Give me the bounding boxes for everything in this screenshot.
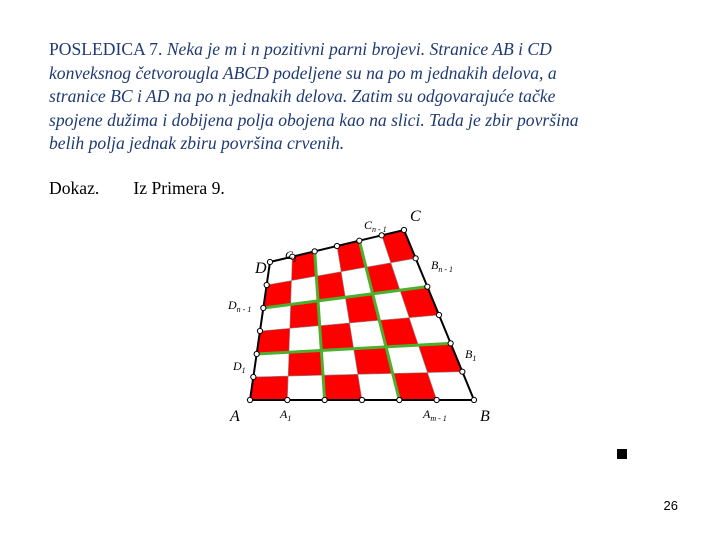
division-point bbox=[460, 369, 465, 374]
statement-line-3: stranice BC i AD na po n jednakih delova. Zatim su odgovarajuće tačke bbox=[49, 86, 556, 107]
statement-line-5: belih polja jednak zbiru površina crvenih. bbox=[49, 133, 345, 154]
statement-line-4: spojene dužima i dobijena polja obojena kao na slici. Tada je zbir površina bbox=[49, 109, 579, 130]
proof-text: Iz Primera 9. bbox=[133, 178, 225, 198]
board-cell bbox=[323, 374, 362, 400]
division-point bbox=[312, 249, 317, 254]
division-point bbox=[434, 397, 439, 402]
label-D1: $D_1$ bbox=[233, 359, 246, 375]
division-point bbox=[247, 397, 252, 402]
board-cell bbox=[288, 350, 323, 376]
division-point bbox=[267, 259, 272, 264]
division-point bbox=[413, 256, 418, 261]
label-Cm1: $C_{n - 1}$ bbox=[364, 218, 387, 234]
label-Am1: $A_{m - 1}$ bbox=[423, 407, 447, 423]
label-Bn1: $B_{n - 1}$ bbox=[431, 258, 454, 274]
board-cell bbox=[250, 376, 288, 400]
proof-label: Dokaz. bbox=[49, 178, 100, 198]
qed-square bbox=[617, 449, 627, 459]
division-point bbox=[334, 243, 339, 248]
label-C1: $C_1$ bbox=[285, 248, 298, 264]
label-B1: $B_1$ bbox=[465, 347, 477, 363]
statement-line-2: konveksnog četvorougla ABCD podeljene su na po m jednakih delova, a bbox=[49, 62, 557, 83]
division-point bbox=[322, 397, 327, 402]
label-A: A bbox=[230, 408, 240, 425]
division-point bbox=[261, 305, 266, 310]
division-point bbox=[254, 351, 259, 356]
division-point bbox=[285, 397, 290, 402]
board-cell bbox=[287, 375, 324, 400]
corollary-title: POSLEDICA 7. bbox=[49, 39, 163, 59]
division-point bbox=[425, 284, 430, 289]
division-point bbox=[397, 397, 402, 402]
division-point bbox=[471, 397, 476, 402]
board-cell bbox=[321, 349, 358, 376]
division-point bbox=[251, 374, 256, 379]
board-cell bbox=[320, 323, 354, 350]
board-cell bbox=[289, 326, 321, 353]
page-number: 26 bbox=[663, 498, 678, 513]
statement-line-1: Neka je m i n pozitivni parni brojevi. Stranice AB i CD bbox=[166, 39, 552, 59]
division-point bbox=[448, 341, 453, 346]
division-point bbox=[401, 227, 406, 232]
label-C: C bbox=[410, 208, 421, 225]
label-Dn1: $D_{n - 1}$ bbox=[228, 298, 252, 314]
division-point bbox=[436, 312, 441, 317]
division-point bbox=[359, 397, 364, 402]
label-A1: $A_1$ bbox=[280, 407, 292, 423]
division-point bbox=[264, 282, 269, 287]
division-point bbox=[257, 328, 262, 333]
division-point bbox=[357, 238, 362, 243]
label-D: D bbox=[255, 260, 267, 277]
label-B: B bbox=[480, 408, 490, 425]
